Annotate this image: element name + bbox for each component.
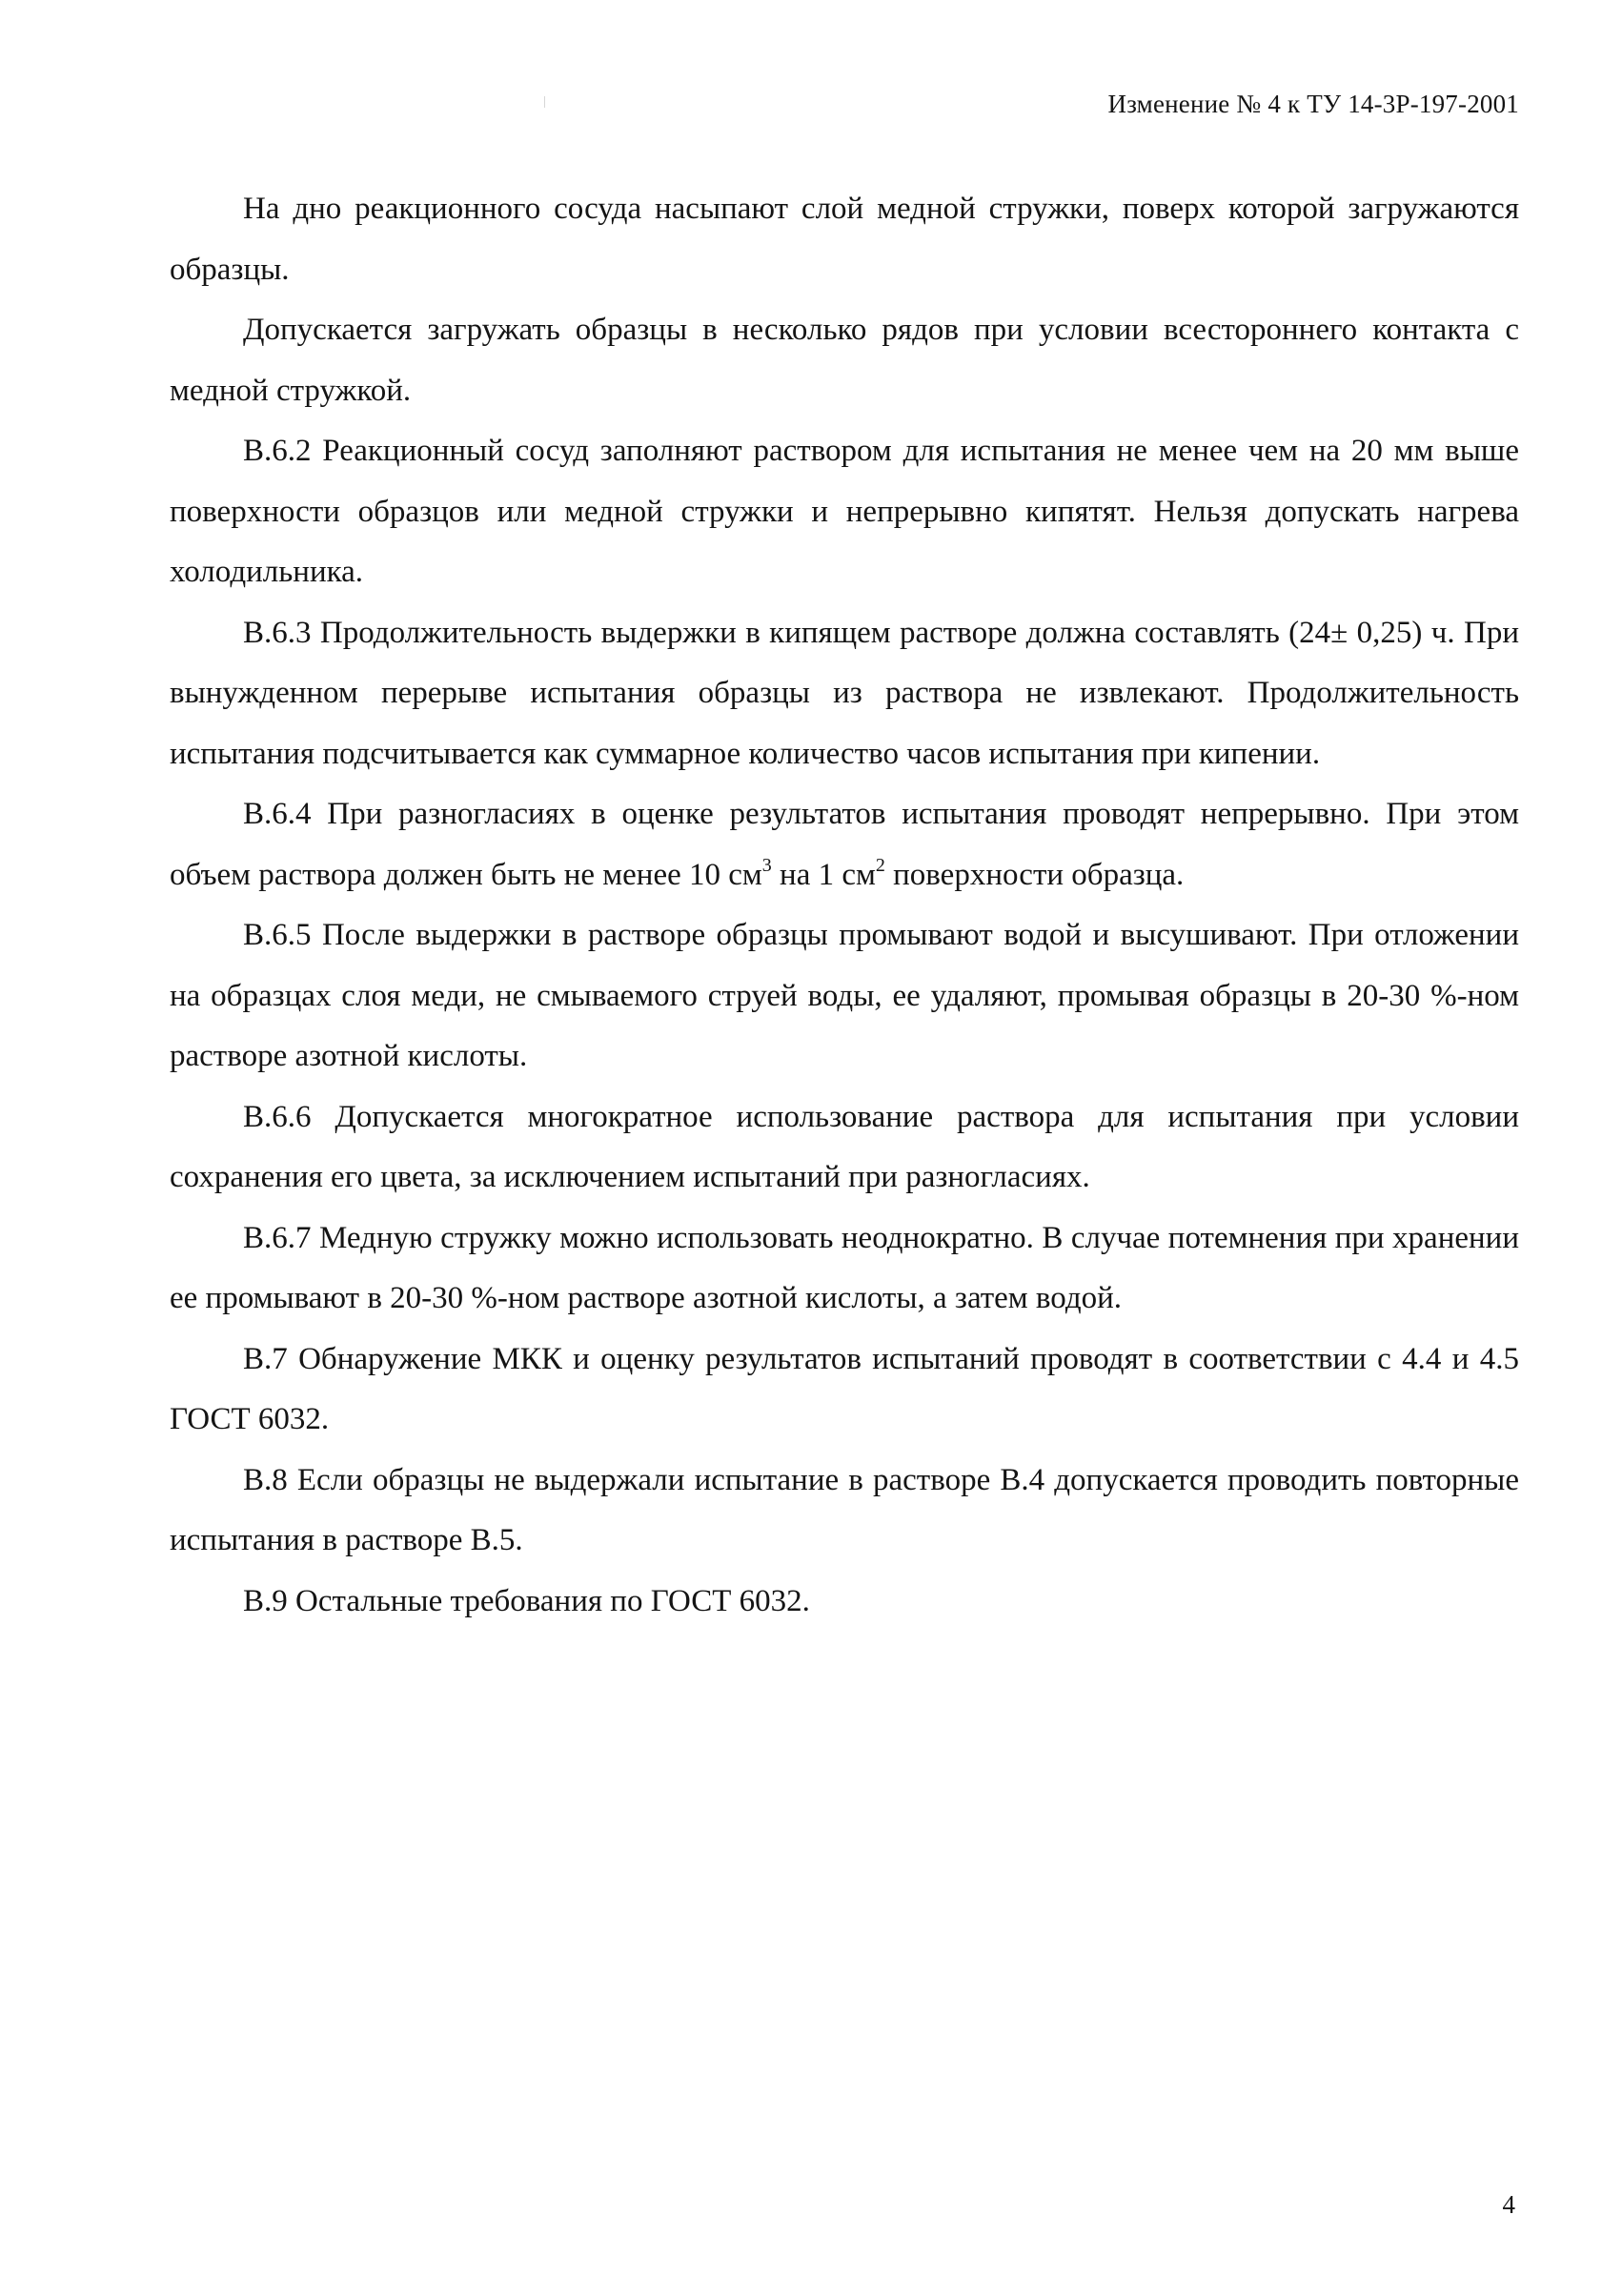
superscript-cubic: 3 bbox=[761, 854, 772, 876]
paragraph-b-8: В.8 Если образцы не выдержали испытание в растворе В.4 допускается проводить повторные испытания в растворе В.5. bbox=[170, 1462, 1519, 1557]
paragraph-b-9: В.9 Остальные требования по ГОСТ 6032. bbox=[243, 1583, 810, 1618]
document-body bbox=[170, 179, 1519, 1632]
paragraph-b-6-2: В.6.2 Реакционный сосуд заполняют раствором для испытания не менее чем на 20 мм выше поверхности образцов или медной стружки и непрерывно кипятят. Нельзя допускать нагрева холодильника. bbox=[170, 434, 1519, 589]
paragraph-b-6-4-text-3: поверхности образца. bbox=[884, 857, 1185, 892]
paragraph-b-6-4-text-1: В.6.4 При разногласиях в оценке результатов испытания проводят непрерывно. При этом объем раствора должен быть не менее 10 см bbox=[170, 797, 1519, 892]
paragraph-copper-layer: На дно реакционного сосуда насыпают слой медной стружки, поверх которой загружаются образцы. bbox=[170, 192, 1519, 287]
paragraph-b-6-5: В.6.5 После выдержки в растворе образцы промывают водой и высушивают. При отложении на образцах слоя меди, не смываемого струей воды, ее удаляют, промывая образцы в 20-30 %-ном растворе азотной кислоты. bbox=[170, 918, 1519, 1073]
scan-artifact bbox=[544, 96, 545, 108]
paragraph-b-6-4-text-2: на 1 см bbox=[771, 857, 876, 892]
paragraph-b-6-7: В.6.7 Медную стружку можно использовать неоднократно. В случае потемнения при хранении ее промывают в 20-30 %-ном растворе азотной кислоты, а затем водой. bbox=[170, 1220, 1519, 1315]
paragraph-b-6-3: В.6.3 Продолжительность выдержки в кипящем растворе должна составлять (24± 0,25) ч. При вынужденном перерыве испытания образцы из раствора не извлекают. Продолжительность испытания подсчитывается как суммарное количество часов испытания при кипении. bbox=[170, 615, 1519, 771]
paragraph-b-6-6: В.6.6 Допускается многократное использование раствора для испытания при условии сохранения его цвета, за исключением испытаний при разногласиях. bbox=[170, 1099, 1519, 1194]
paragraph-b-7: В.7 Обнаружение МКК и оценку результатов испытаний проводят в соответствии с 4.4 и 4.5 ГОСТ 6032. bbox=[170, 1341, 1519, 1436]
page-number: 4 bbox=[1502, 2190, 1515, 2219]
superscript-square: 2 bbox=[875, 854, 885, 876]
paragraph-multiple-rows: Допускается загружать образцы в несколько рядов при условии всестороннего контакта с медной стружкой. bbox=[170, 313, 1519, 408]
paragraph-b-6-4 bbox=[170, 784, 1519, 905]
document-header: Изменение № 4 к ТУ 14-3Р-197-2001 bbox=[1107, 90, 1519, 118]
